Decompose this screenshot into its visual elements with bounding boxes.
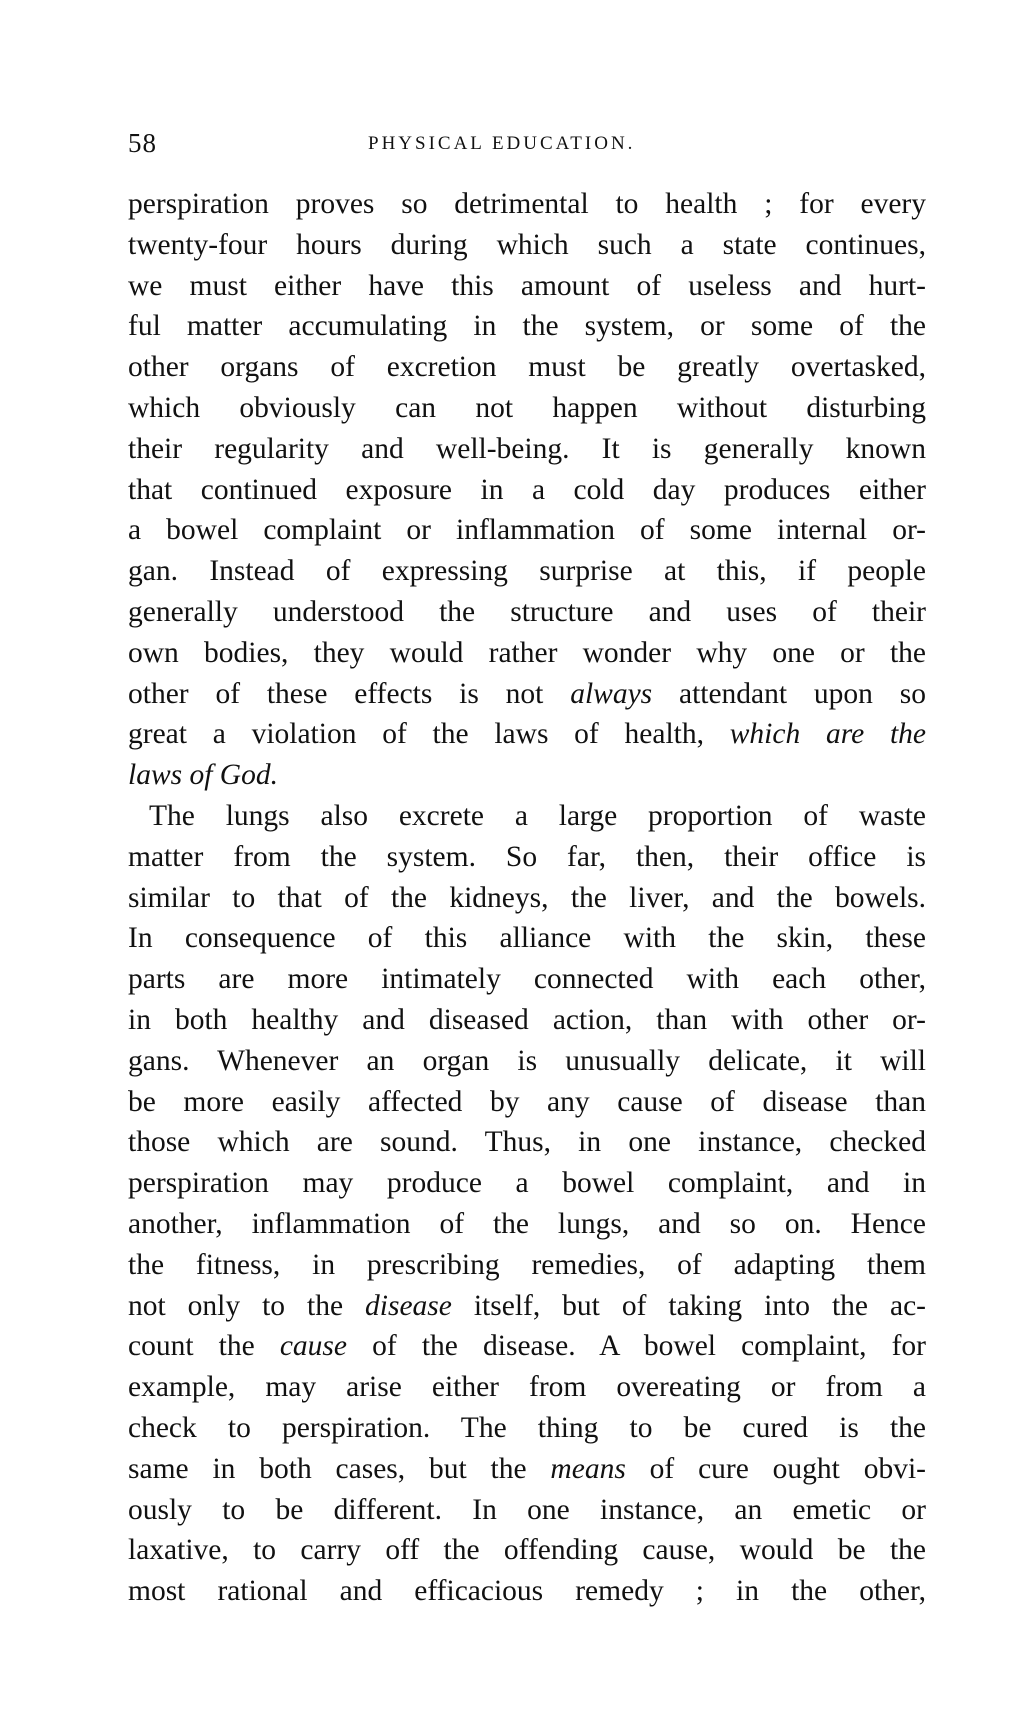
- page-number: 58: [128, 128, 157, 158]
- text-line: ful matter accumulating in the system, or some of the: [128, 310, 926, 343]
- italic-text: disease: [365, 1289, 452, 1322]
- text-line: a bowel complaint or inflammation of some internal or-: [128, 514, 926, 547]
- text-line: similar to that of the kidneys, the liver, and the bowels.: [128, 881, 926, 914]
- text-line: ously to be different. In one instance, an emetic or: [128, 1493, 926, 1526]
- text-line: the fitness, in prescribing remedies, of adapting them: [128, 1248, 926, 1281]
- text-line: those which are sound. Thus, in one instance, checked: [128, 1126, 926, 1159]
- text-line: laxative, to carry off the offending cause, would be the: [128, 1534, 926, 1567]
- line-text: itself, but of taking into the ac-: [451, 1289, 926, 1322]
- text-line: in both healthy and diseased action, than with other or-: [128, 1003, 926, 1036]
- line-text: same in both cases, but the: [128, 1452, 551, 1485]
- text-line: perspiration may produce a bowel complaint, and in: [128, 1167, 926, 1200]
- line-text: great a violation of the laws of health,: [128, 718, 730, 751]
- italic-text: always: [570, 677, 653, 710]
- line-text: count the: [128, 1330, 280, 1363]
- italic-text: which are the: [729, 718, 926, 751]
- text-line: their regularity and well-being. It is generally known: [128, 432, 926, 465]
- body-text: [128, 184, 926, 1612]
- line-text: not only to the: [128, 1289, 366, 1322]
- line-text: of cure ought obvi-: [625, 1452, 926, 1485]
- text-line: In consequence of this alliance with the skin, these: [128, 922, 926, 955]
- italic-text: cause: [279, 1330, 348, 1363]
- text-line: example, may arise either from overeating or from a: [128, 1371, 926, 1404]
- line-text: other of these effects is not: [128, 677, 571, 710]
- text-line: be more easily affected by any cause of disease than: [128, 1085, 926, 1118]
- text-line: that continued exposure in a cold day produces either: [128, 473, 926, 506]
- running-head: [128, 126, 928, 160]
- text-line: twenty-four hours during which such a state continues,: [128, 228, 926, 261]
- running-title: PHYSICAL EDUCATION.: [368, 133, 636, 154]
- text-line: perspiration proves so detrimental to health ; for every: [128, 188, 926, 220]
- paragraph-first-line: The lungs also excrete a large proportion of waste: [149, 799, 926, 832]
- text-line: matter from the system. So far, then, their office is: [128, 840, 926, 873]
- text-line: most rational and efficacious remedy ; in the other,: [128, 1575, 926, 1608]
- text-line: other organs of excretion must be greatly overtasked,: [128, 351, 926, 384]
- text-line: [128, 714, 926, 755]
- text-line: parts are more intimately connected with each other,: [128, 963, 926, 996]
- text-line: another, inflammation of the lungs, and so on. Hence: [128, 1207, 926, 1240]
- text-line: own bodies, they would rather wonder why one or the: [128, 636, 926, 669]
- text-line: check to perspiration. The thing to be cured is the: [128, 1411, 926, 1444]
- text-line: [128, 1286, 926, 1327]
- text-line: which obviously can not happen without disturbing: [128, 391, 926, 424]
- text-line: gan. Instead of expressing surprise at this, if people: [128, 555, 926, 588]
- text-line: gans. Whenever an organ is unusually delicate, it will: [128, 1044, 926, 1077]
- line-text: attendant upon so: [652, 677, 926, 710]
- italic-text: means: [550, 1452, 626, 1485]
- italic-text: laws of God.: [128, 759, 278, 792]
- text-line: [128, 755, 926, 796]
- text-line: [128, 1326, 926, 1367]
- text-line: [128, 1449, 926, 1490]
- text-line: we must either have this amount of useless and hurt-: [128, 269, 926, 302]
- text-line: generally understood the structure and uses of their: [128, 595, 926, 628]
- text-line: [128, 674, 926, 715]
- line-text: of the disease. A bowel complaint, for: [347, 1330, 926, 1363]
